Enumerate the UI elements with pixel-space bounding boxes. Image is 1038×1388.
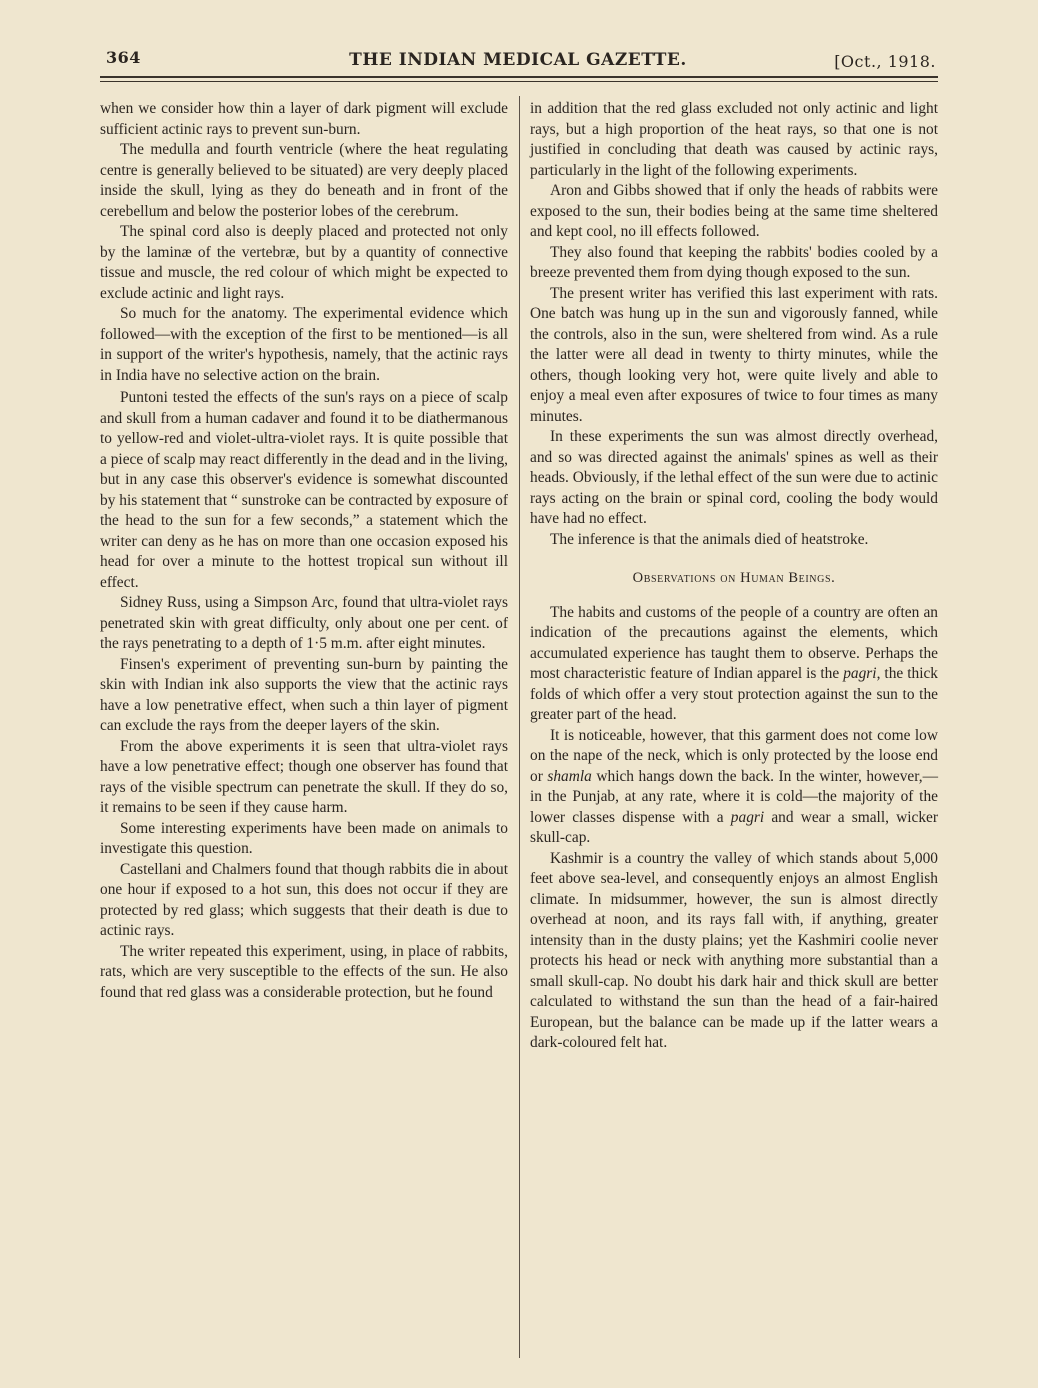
paragraph: Aron and Gibbs showed that if only the heads of rabbits were exposed to the sun, their bodies being at the same time sheltered and kept cool, no ill effects followed. [530, 182, 938, 240]
column-divider [519, 96, 520, 1358]
text-run: which hangs down the back. In the winter, however,—in the Punjab, at any rate, where it is cold—the majority of the lower classes dispense with a [530, 767, 938, 826]
text-run: and wear a small, wicker skull-cap. [530, 808, 938, 846]
running-header [100, 42, 936, 72]
paragraph: when we consider how thin a layer of dark pigment will exclude sufficient actinic rays to prevent sun-burn. [100, 100, 508, 138]
paragraph: So much for the anatomy. The experimental evidence which followed—with the exception of the first to be mentioned—is all in support of the writer's hypothesis, namely, that the actinic rays in India have no selective action on the brain. [100, 305, 508, 384]
paragraph: The medulla and fourth ventricle (where the heat regulating centre is generally believed to be situated) are very deeply placed inside the skull, lying as they do beneath and in front of the cerebellum and below the posterior lobes of the cerebrum. [100, 141, 508, 220]
italic-term: pagri [730, 808, 765, 826]
paragraph [530, 726, 938, 849]
header-rule-thin [100, 81, 938, 82]
paragraph: in addition that the red glass excluded not only actinic and light rays, but a high proportion of the heat rays, so that one is not justified in concluding that death was caused by actinic rays, particularly in the light of the following experiments. [530, 100, 938, 179]
paragraph: Sidney Russ, using a Simpson Arc, found that ultra-violet rays penetrated skin with great difficulty, only about one per cent. of the rays penetrating to a depth of 1·5 m.m. after eight minutes. [100, 594, 508, 652]
journal-title: THE INDIAN MEDICAL GAZETTE. [349, 50, 687, 70]
paragraph: From the above experiments it is seen that ultra-violet rays have a low penetrative effect; though one observer has found that rays of the visible spectrum can penetrate the skull. If they do so, it remains to be seen if they cause harm. [100, 737, 508, 816]
right-column [530, 99, 938, 1054]
issue-date: [Oct., 1918. [834, 52, 936, 71]
paragraph: The inference is that the animals died of heatstroke. [550, 530, 869, 548]
text-run: , the thick folds of which offer a very stout protection against the sun to the greater part of the head. [530, 665, 938, 723]
text-run: It is noticeable, however, that this garment does not come low on the nape of the neck, which is only protected by the loose end or [530, 726, 938, 785]
paragraph: Puntoni tested the effects of the sun's rays on a piece of scalp and skull from a human cadaver and found it to be diathermanous to yellow-red and violet-ultra-violet rays. It is quite possible that a piece of scalp may react differently in the dead and in the living, but in any case this observer's evidence is somewhat discounted by his statement that “ sunstroke can be contracted by exposure of the head to the sun for a few seconds,” a statement which the writer can deny as he has on more than one occasion exposed his head for over a minute to the hottest tropical sun without ill effect. [100, 389, 508, 591]
section-heading: Observations on Human Beings. [632, 570, 836, 586]
paragraph: Castellani and Chalmers found that though rabbits die in about one hour if exposed to a hot sun, this does not occur if they are protected by red glass; which suggests that their death is due to actinic rays. [100, 860, 508, 939]
text-run: The habits and customs of the people of a country are often an indication of the precautions against the elements, which accumulated experience has taught them to observe. Perhaps the most characteristic feature of Indian apparel is the [530, 603, 938, 682]
italic-term: shamla [547, 767, 592, 785]
paragraph: The spinal cord also is deeply placed and protected not only by the laminæ of the vertebræ, but by a quantity of connective tissue and muscle, the red colour of which might be expected to exclude actinic and light rays. [100, 223, 508, 302]
paragraph: Finsen's experiment of preventing sun-burn by painting the skin with Indian ink also supports the view that the actinic rays have a low penetrative effect, when such a thin layer of pigment can exclude the rays from the deeper layers of the skin. [100, 655, 508, 734]
paragraph: They also found that keeping the rabbits' bodies cooled by a breeze prevented them from dying though exposed to the sun. [530, 243, 938, 281]
paragraph [530, 603, 938, 726]
header-rule-thick [100, 76, 938, 78]
paragraph: Kashmir is a country the valley of which stands about 5,000 feet above sea-level, and consequently enjoys an almost English climate. In midsummer, however, the sun is almost directly overhead at noon, and its rays fall with, if anything, greater intensity than in the dusty plains; yet the Kashmiri coolie never protects his head or neck with anything more substantial than a small skull-cap. No doubt his dark hair and thick skull are better calculated to withstand the sun than the head of a fair-haired European, but the balance can be made up if the latter wears a dark-coloured felt hat. [530, 849, 938, 1051]
paragraph: In these experiments the sun was almost directly overhead, and so was directed against the animals' spines as well as their heads. Obviously, if the lethal effect of the sun were due to actinic rays acting on the brain or spinal cord, cooling the body would have had no effect. [530, 428, 938, 527]
italic-term: pagri [843, 665, 877, 682]
paragraph: Some interesting experiments have been made on animals to investigate this question. [100, 819, 508, 857]
paragraph: The present writer has verified this last experiment with rats. One batch was hung up in the sun and vigorously fanned, while the controls, also in the sun, were sheltered from wind. As a rule the latter were all dead in twenty to thirty minutes, while the others, though looking very hot, were quite lively and able to enjoy a meal even after exposures of twice to four times as many minutes. [530, 284, 938, 425]
left-column [100, 99, 508, 1003]
paragraph: The writer repeated this experiment, using, in place of rabbits, rats, which are very susceptible to the effects of the sun. He also found that red glass was a considerable protection, but he found [100, 942, 508, 1001]
page-number: 364 [106, 48, 141, 67]
